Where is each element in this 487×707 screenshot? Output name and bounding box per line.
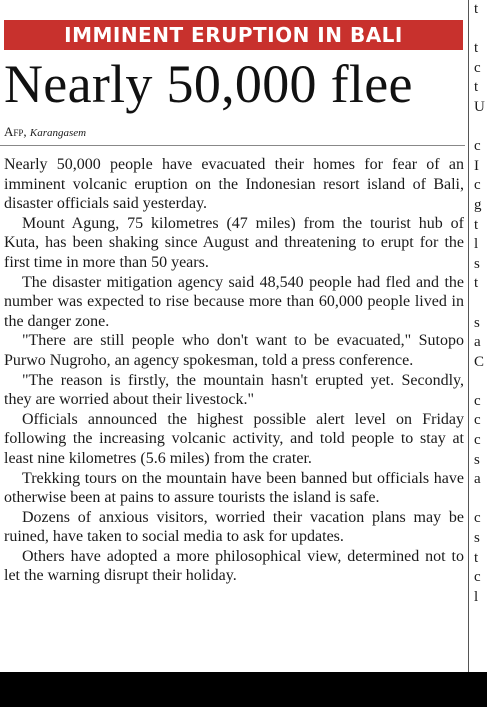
adjacent-column-letter: C (474, 353, 485, 370)
adjacent-column-letter: U (474, 98, 485, 115)
article-kicker: IMMINENT ERUPTION IN BALI (4, 20, 463, 50)
adjacent-column-letter (474, 372, 487, 392)
adjacent-column-letter: c (474, 392, 481, 409)
adjacent-column-letter: c (474, 510, 481, 527)
adjacent-column-letter: l (474, 236, 479, 253)
adjacent-column-letter: g (474, 196, 482, 213)
paragraph: "There are still people who don't want to be evacuated," Sutopo Purwo Nugroho, an agency spokesman, told a press conference. (4, 332, 464, 369)
adjacent-column-letter: a (474, 334, 481, 351)
paragraph: The disaster mitigation agency said 48,540 people had fled and the number was expected to rise because more than 60,000 people lived in the danger zone. (4, 273, 464, 330)
byline-place: Karangasem (29, 127, 87, 139)
adjacent-column-letter (474, 118, 487, 138)
adjacent-column-letter: s (474, 530, 480, 547)
adjacent-column-letter: t (474, 275, 479, 292)
adjacent-column-letter: c (474, 569, 481, 586)
adjacent-column-letter: t (474, 216, 479, 233)
adjacent-column-letter (474, 20, 487, 40)
adjacent-column-letter: t (474, 1, 479, 17)
paragraph: Officials announced the highest possible alert level on Friday following the increasing volcanic activity, and told people to stay at least nine kilometres (5.6 miles) from the crater. (4, 410, 464, 467)
adjacent-column-letter: s (474, 255, 480, 272)
article-body (4, 155, 464, 586)
article-headline: Nearly 50,000 flee (4, 54, 413, 114)
paragraph: Mount Agung, 75 kilometres (47 miles) from the tourist hub of Kuta, has been shaking since August and threatening to erupt for the first time in more than 50 years. (4, 214, 464, 271)
paragraph: Dozens of anxious visitors, worried their vacation plans may be ruined, have taken to social media to ask for updates. (4, 508, 464, 546)
adjacent-column-letter: s (474, 314, 480, 331)
adjacent-column-letter: s (474, 451, 480, 468)
byline (4, 123, 86, 142)
byline-agency: Afp, (4, 124, 27, 139)
adjacent-column-letter: l (474, 588, 479, 605)
paragraph: Trekking tours on the mountain have been banned but officials have otherwise been at pains to assure tourists the island is safe. (4, 469, 464, 507)
adjacent-column-letter (474, 490, 487, 510)
adjacent-column-letter: c (474, 412, 481, 429)
adjacent-column-letter: t (474, 40, 479, 57)
adjacent-column-letter: I (474, 157, 479, 174)
adjacent-column-letter: c (474, 59, 481, 76)
adjacent-column-letter: c (474, 138, 481, 155)
paragraph: Nearly 50,000 people have evacuated their homes for fear of an imminent volcanic eruption on the Indonesian resort island of Bali, disaster officials said yesterday. (4, 156, 464, 213)
column-divider (468, 0, 469, 672)
byline-divider (0, 145, 465, 146)
paragraph: "The reason is firstly, the mountain hasn't erupted yet. Secondly, they are worried about their livestock." (4, 371, 464, 409)
adjacent-column-letter: a (474, 471, 481, 488)
adjacent-column-letter (474, 294, 487, 314)
adjacent-column-letter: c (474, 432, 481, 449)
paragraph: Others have adopted a more philosophical view, determined not to let the warning disrupt their holiday. (4, 547, 464, 585)
adjacent-column-letter: c (474, 177, 481, 194)
adjacent-column-fragment (474, 0, 487, 672)
adjacent-column-letter: t (474, 79, 479, 96)
adjacent-column-letter: t (474, 549, 479, 566)
scan-border (0, 672, 487, 707)
